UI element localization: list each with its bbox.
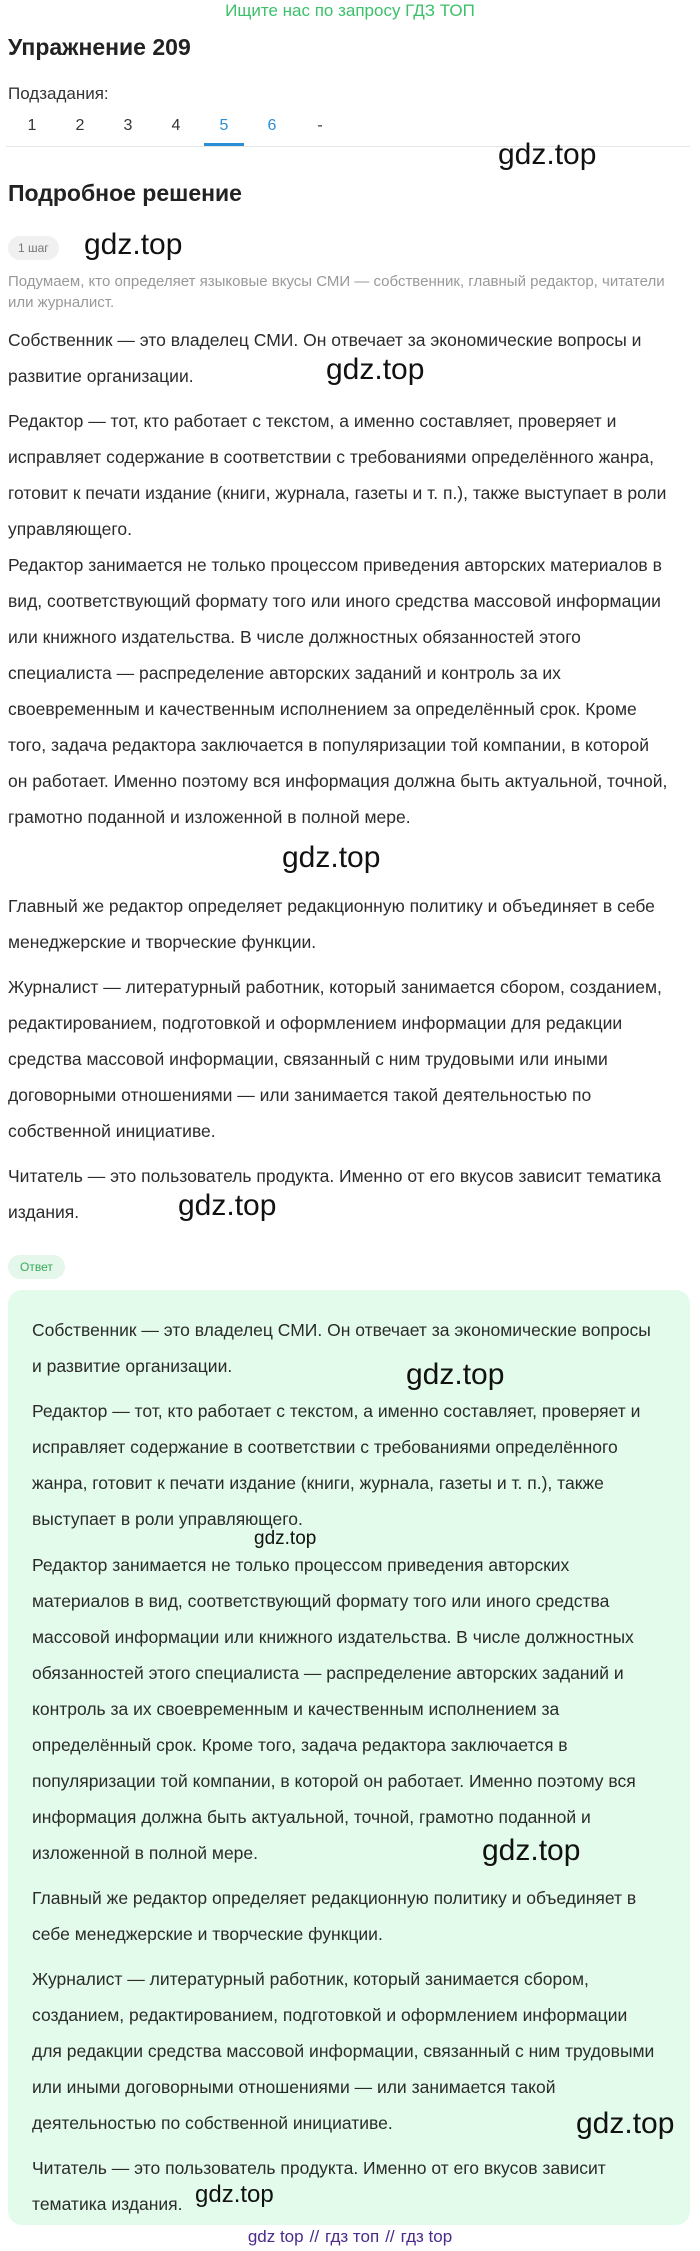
footer-link[interactable]: гдз топ [325, 2227, 380, 2246]
step-hint: Подумаем, кто определяет языковые вкусы СМИ — собственник, главный редактор, читатели или журналист. [8, 273, 665, 311]
footer-separator: // [385, 2227, 395, 2246]
watermark: gdz.top [254, 1528, 317, 1549]
tab-1[interactable]: 1 [27, 117, 37, 134]
watermark: gdz.top [406, 1358, 505, 1391]
solution-paragraph: Редактор занимается не только процессом приведения авторских материалов в вид, соответствующий формату того или иного средства массовой информации или книжного издательства. В числе должностных обязанностей этого специалиста — распределение авторских заданий и контроль за их своевременным и качественным исполнением за определённый срок. Кроме того, задача редактора заключается в популяризации той компании, в которой он работает. Именно поэтому вся информация должна быть актуальной, точной, грамотно поданной и изложенной в полной мере. [8, 555, 668, 827]
answer-badge: Ответ [8, 1255, 65, 1279]
solution-paragraph: Редактор — тот, кто работает с текстом, а именно составляет, проверяет и исправляет содержание в соответствии с требованиями определённого жанра, готовит к печати издание (книги, журнала, газеты и т. п.), также выступает в роли управляющего. [8, 411, 667, 539]
page-title: Упражнение 209 [8, 34, 191, 60]
answer-paragraph: Главный же редактор определяет редакционную политику и объединяет в себе менеджерские и творческие функции. [32, 1888, 637, 1944]
watermark: gdz.top [498, 138, 597, 171]
tab-6[interactable]: 6 [267, 117, 277, 134]
footer-links [0, 2227, 700, 2247]
watermark: gdz.top [195, 2181, 274, 2208]
footer-link[interactable]: гдз top [400, 2227, 453, 2246]
answer-paragraph: Собственник — это владелец СМИ. Он отвечает за экономические вопросы и развитие организации. [32, 1320, 651, 1376]
answer-paragraph: Читатель — это пользователь продукта. Именно от его вкусов зависит тематика издания. [32, 2158, 606, 2214]
watermark: gdz.top [178, 1189, 277, 1222]
answer-paragraph: Редактор занимается не только процессом приведения авторских материалов в вид, соответствующий формату того или иного средства массовой информации или книжного издательства. В числе должностных обязанностей этого специалиста — распределение авторских заданий и контроль за их своевременным и качественным исполнением за определённый срок. Кроме того, задача редактора заключается в популяризации той компании, в которой он работает. Именно поэтому вся информация должна быть актуальной, точной, грамотно поданной и изложенной в полной мере. [32, 1555, 636, 1863]
solution-paragraph: Собственник — это владелец СМИ. Он отвечает за экономические вопросы и развитие организации. [8, 330, 642, 386]
tab-more[interactable]: - [317, 117, 323, 134]
watermark: gdz.top [282, 841, 381, 874]
footer-separator: // [309, 2227, 320, 2246]
solution-paragraph: Главный же редактор определяет редакционную политику и объединяет в себе менеджерские и творческие функции. [8, 896, 655, 952]
step-badge: 1 шаг [8, 236, 59, 260]
solution-paragraph: Читатель — это пользователь продукта. Именно от его вкусов зависит тематика издания. [8, 1166, 662, 1222]
tab-5[interactable]: 5 [204, 108, 244, 146]
watermark: gdz.top [326, 353, 425, 386]
answer-paragraph: Редактор — тот, кто работает с текстом, а именно составляет, проверяет и исправляет содержание в соответствии с требованиями определённого жанра, готовит к печати издание (книги, журнала, газеты и т. п.), также выступает в роли управляющего. [32, 1401, 641, 1529]
watermark: gdz.top [84, 228, 183, 261]
tab-4[interactable]: 4 [171, 117, 181, 134]
footer-link[interactable]: gdz top [247, 2227, 304, 2246]
answer-paragraph: Журналист — литературный работник, который занимается сбором, созданием, редактированием, подготовкой и оформлением информации для редакции средства массовой информации, связанный с ним трудовыми или иными договорными отношениями — или занимается такой деятельностью по собственной инициативе. [32, 1969, 655, 2133]
watermark: gdz.top [482, 1834, 581, 1867]
tab-3[interactable]: 3 [123, 117, 133, 134]
top-banner[interactable]: Ищите нас по запросу ГДЗ ТОП [225, 1, 475, 20]
subtasks-label: Подзадания: [8, 84, 109, 103]
watermark: gdz.top [576, 2107, 675, 2140]
tab-2[interactable]: 2 [75, 117, 85, 134]
solution-paragraph: Журналист — литературный работник, который занимается сбором, созданием, редактированием, подготовкой и оформлением информации для редакции средства массовой информации, связанный с ним трудовыми или иными договорными отношениями — или занимается такой деятельностью по собственной инициативе. [8, 977, 662, 1141]
solution-heading: Подробное решение [8, 180, 242, 206]
